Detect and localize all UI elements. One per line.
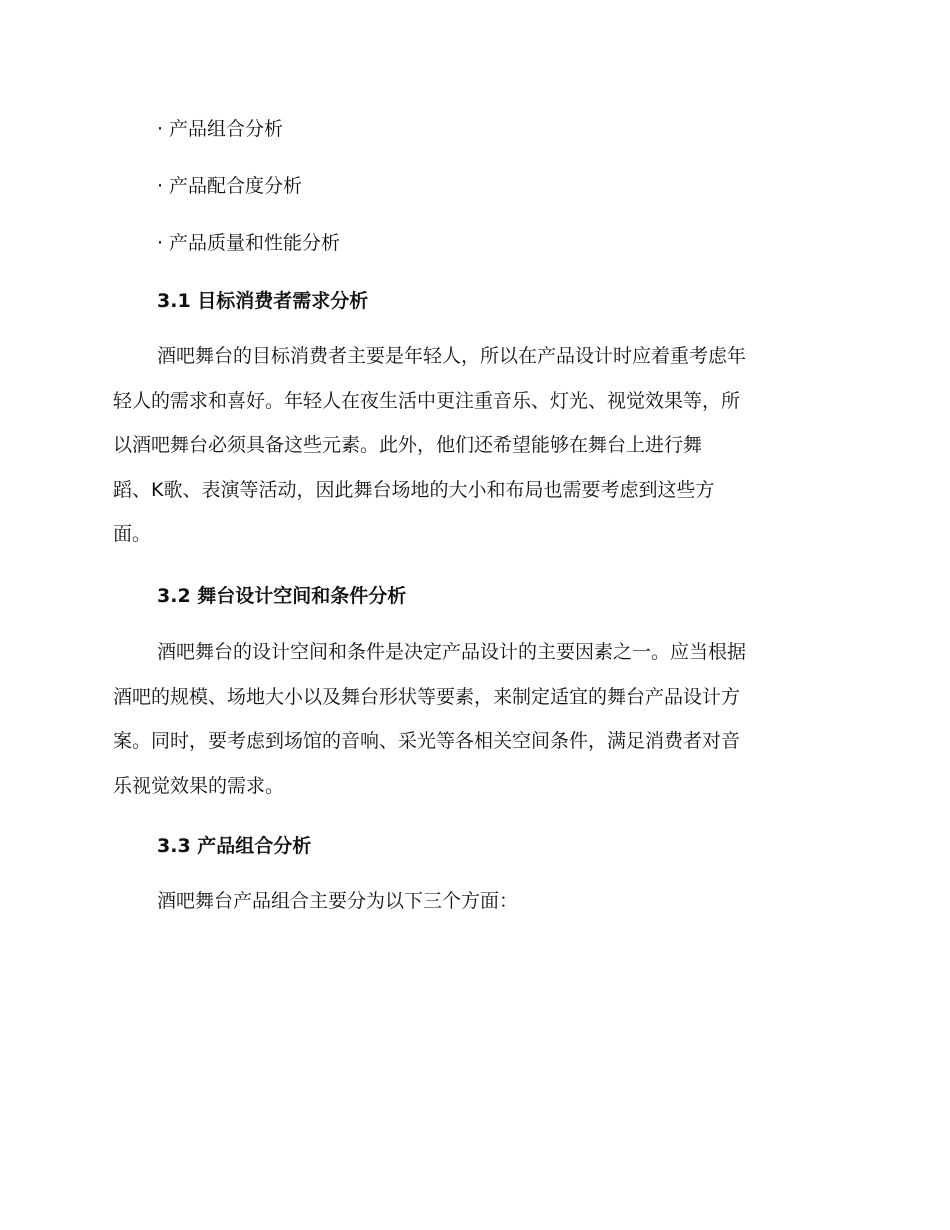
paragraph-line: 酒吧的规模、场地大小以及舞台形状等要素，来制定适宜的舞台产品设计方 <box>113 685 741 708</box>
paragraph-line: 酒吧舞台的目标消费者主要是年轻人，所以在产品设计时应着重考虑年 <box>157 345 747 367</box>
section-heading-3-1: 3.1 目标消费者需求分析 <box>157 290 369 312</box>
bullet-dot: · <box>157 118 164 140</box>
paragraph-line: 蹈、K歌、表演等活动，因此舞台场地的大小和布局也需要考虑到这些方 <box>113 478 715 501</box>
section-paragraph-3-3 <box>113 879 833 924</box>
bullet-item <box>157 174 302 198</box>
bullet-item <box>157 231 340 255</box>
bullet-text: 产品质量和性能分析 <box>169 232 341 254</box>
paragraph-line: 酒吧舞台产品组合主要分为以下三个方面： <box>157 890 519 912</box>
bullet-dot: · <box>157 175 164 197</box>
section-paragraph-3-1 <box>113 334 833 557</box>
paragraph-line: 面。 <box>113 523 152 545</box>
bullet-dot: · <box>157 232 164 254</box>
paragraph-line: 乐视觉效果的需求。 <box>113 774 285 797</box>
paragraph-line: 以酒吧舞台必须具备这些元素。此外，他们还希望能够在舞台上进行舞 <box>113 434 703 456</box>
paragraph-line: 酒吧舞台的设计空间和条件是决定产品设计的主要因素之一。应当根据 <box>157 641 747 663</box>
bullet-text: 产品配合度分析 <box>169 175 303 197</box>
paragraph-line: 轻人的需求和喜好。年轻人在夜生活中更注重音乐、灯光、视觉效果等，所 <box>113 389 741 412</box>
paragraph-line: 案。同时，要考虑到场馆的音响、采光等各相关空间条件，满足消费者对音 <box>113 730 741 752</box>
bullet-item <box>157 117 283 141</box>
bullet-text: 产品组合分析 <box>169 118 284 140</box>
section-heading-3-3: 3.3 产品组合分析 <box>157 835 312 857</box>
section-heading-3-2: 3.2 舞台设计空间和条件分析 <box>157 585 407 607</box>
section-paragraph-3-2 <box>113 630 833 808</box>
